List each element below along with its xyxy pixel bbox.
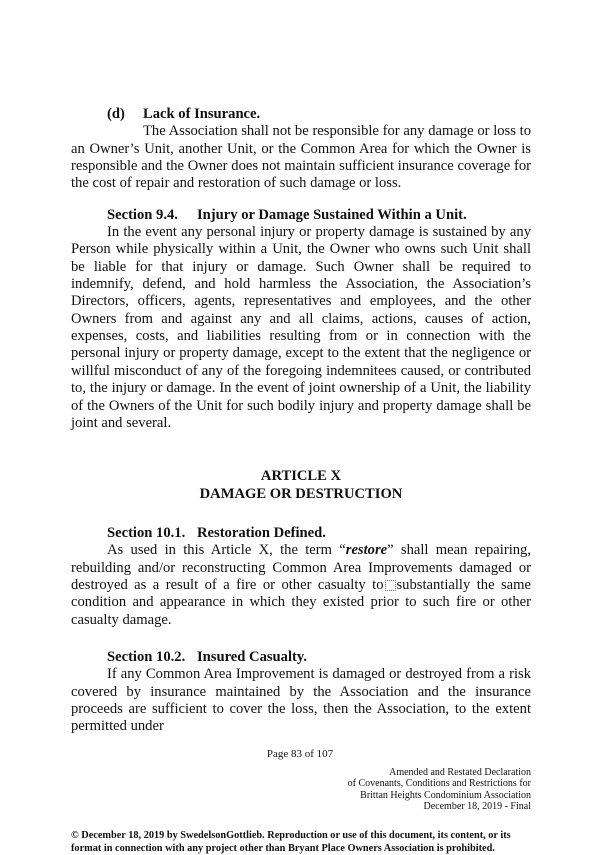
section-10-2-heading [71,649,531,666]
document-footer [71,767,531,813]
section-d-heading [71,106,531,123]
copyright-notice: © December 18, 2019 by SwedelsonGottlieb. Reproduction or use of this document, its content, or its format in connection with any project other than Bryant Place Owners Association is prohibited. [71,830,511,855]
article-label: ARTICLE X [260,468,342,485]
section-10-2-body: If any Common Area Improvement is damaged or destroyed from a risk covered by insurance maintained by the Association and the insurance proceeds are sufficient to cover the loss, then the Association, to the extent permitted under [71,666,531,735]
section-number: Section 10.1. [107,524,186,541]
body-text: ” shall mean repairing, rebuilding and/or reconstructing Common Area Improvements damaged or destroyed as a result of a fire or other casualty to [71,542,531,593]
section-number: Section 9.4. [107,206,178,223]
section-title: Restoration Defined. [197,524,326,541]
section-10-1-body [71,542,531,629]
section-d-body: The Association shall not be responsible for any damage or loss to an Owner’s Unit, another Unit, or the Common Area for which the Owner is responsible and the Owner does not maintain sufficient insurance coverage for the cost of repair and restoration of such damage or loss. [71,123,531,192]
section-title: Insured Casualty. [197,648,308,665]
section-9-4-heading [71,207,531,224]
footer-line: of Covenants, Conditions and Restrictions for [347,778,531,790]
footer-line: Brittan Heights Condominium Association [360,789,531,801]
section-9-4-body: In the event any personal injury or property damage is sustained by any Person while physically within a Unit, the Owner who owns such Unit shall be liable for that injury or damage. Such Owner shall be required to indemnify, defend, and hold harmless the Association, the Association’s Directors, officers, agents, representatives and employees, and the other Owners from and against any and all claims, actions, causes of action, expenses, costs, and liabilities resulting from or in connection with the personal injury or property damage, except to the extent that the negligence or willful misconduct of any of the foregoing indemnitees caused, or contributed to, the injury or damage. In the event of joint ownership of a Unit, the liability of the Owners of the Unit for such bodily injury and property damage shall be joint and several. [71,224,531,431]
section-number: Section 10.2. [107,648,186,665]
missing-glyph-icon [385,580,396,591]
footer-line: Amended and Restated Declaration [389,766,531,778]
article-title: DAMAGE OR DESTRUCTION [199,485,403,502]
defined-term: restore [345,542,388,559]
body-text: As used in this Article X, the term “ [107,542,346,559]
section-title: Injury or Damage Sustained Within a Unit. [197,206,467,223]
body-text: substantially the same condition and appearance in which they existed prior to such fire or other casualty damage. [71,576,531,628]
section-title: Lack of Insurance. [143,106,261,122]
footer-line: December 18, 2019 - Final [423,801,531,813]
section-number: (d) [107,106,125,122]
page-number: Page 83 of 107 [266,747,334,760]
section-10-1-heading [71,525,531,542]
